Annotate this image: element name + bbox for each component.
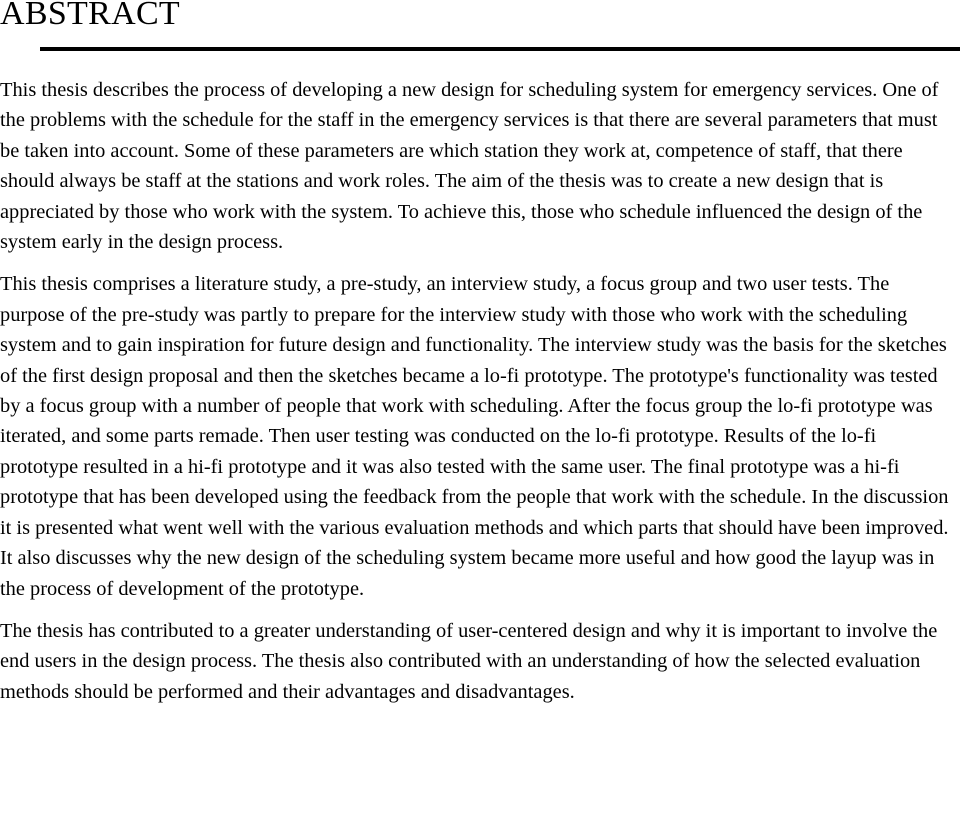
heading-rule [40,47,960,51]
abstract-paragraph-2: This thesis comprises a literature study, a pre-study, an interview study, a focus group and two user tests. The purpose of the pre-study was partly to prepare for the interview study with those who work with the scheduling system and to gain inspiration for future design and functionality. The interview study was the basis for the sketches of the first design proposal and then the sketches became a lo-fi prototype. The prototype's functionality was tested by a focus group with a number of people that work with scheduling. After the focus group the lo-fi prototype was iterated, and some parts remade. Then user testing was conducted on the lo-fi prototype. Results of the lo-fi prototype resulted in a hi-fi prototype and it was also tested with the same user. The final prototype was a hi-fi prototype that has been developed using the feedback from the people that work with the schedule. In the discussion it is presented what went well with the various evaluation methods and which parts that should have been improved. It also discusses why the new design of the scheduling system became more useful and how good the layup was in the process of development of the prototype. [0,273,949,600]
abstract-paragraph-3: The thesis has contributed to a greater understanding of user-centered design and why it is important to involve the end users in the design process. The thesis also contributed with an understanding of how the selected evaluation methods should be performed and their advantages and disadvantages. [0,619,938,703]
abstract-heading: ABSTRACT [0,0,180,32]
abstract-body [0,75,958,707]
abstract-paragraph-1: This thesis describes the process of developing a new design for scheduling system for emergency services. One of the problems with the schedule for the staff in the emergency services is that there are several parameters that must be taken into account. Some of these parameters are which station they work at, competence of staff, that there should always be staff at the stations and work roles. The aim of the thesis was to create a new design that is appreciated by those who work with the system. To achieve this, those who schedule influenced the design of the system early in the design process. [0,79,939,254]
